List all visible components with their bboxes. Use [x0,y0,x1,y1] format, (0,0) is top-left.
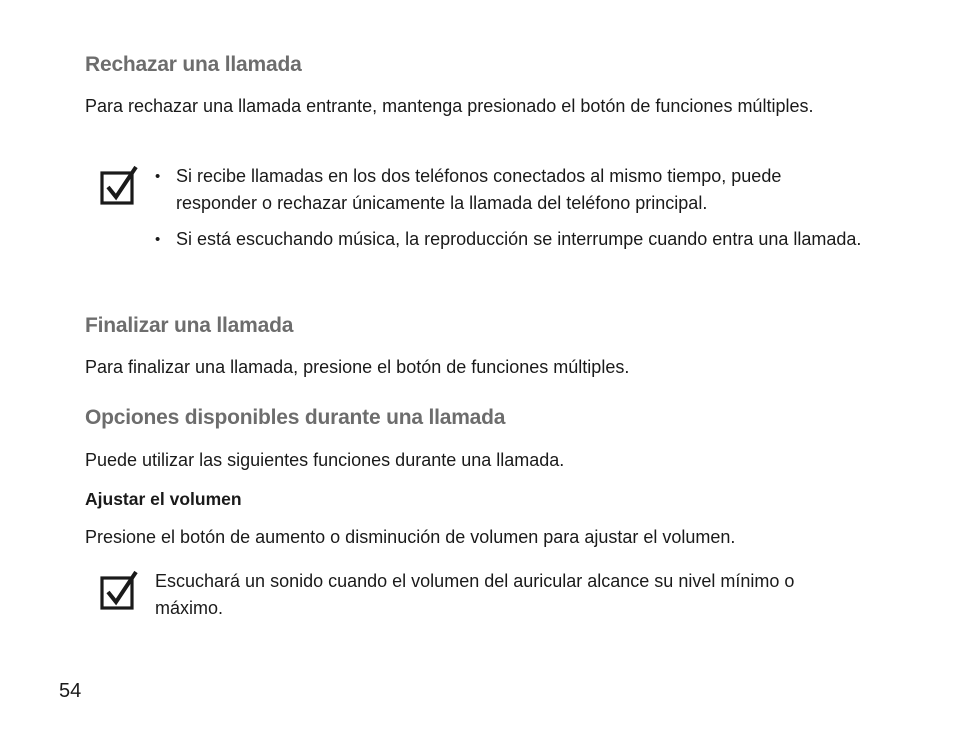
section-body-end: Para finalizar una llamada, presione el botón de funciones múltiples. [85,357,630,377]
page-number: 54 [59,680,82,702]
subsection-heading-volume: Ajustar el volumen [85,489,242,509]
list-item [155,226,865,253]
bullet: • [155,231,161,248]
note-checkbox-icon [100,165,140,205]
section-heading-reject: Rechazar una llamada [85,53,302,76]
subsection-body-volume: Presione el botón de aumento o disminución de volumen para ajustar el volumen. [85,527,736,547]
note-list-reject [155,163,865,262]
section-heading-options: Opciones disponibles durante una llamada [85,406,506,429]
section-body-options: Puede utilizar las siguientes funciones durante una llamada. [85,450,565,470]
section-body-reject: Para rechazar una llamada entrante, mantenga presionado el botón de funciones múltiples. [85,96,814,116]
note-text-volume: Escuchará un sonido cuando el volumen del auricular alcance su nivel mínimo o máximo. [155,571,795,618]
note-checkbox-icon [100,570,140,610]
bullet: • [155,168,161,185]
note-text: Si está escuchando música, la reproducción se interrumpe cuando entra una llamada. [176,229,862,249]
list-item [155,163,865,217]
note-text: Si recibe llamadas en los dos teléfonos conectados al mismo tiempo, puede responder o rechazar únicamente la llamada del teléfono principal. [176,166,782,213]
section-heading-end: Finalizar una llamada [85,314,294,337]
